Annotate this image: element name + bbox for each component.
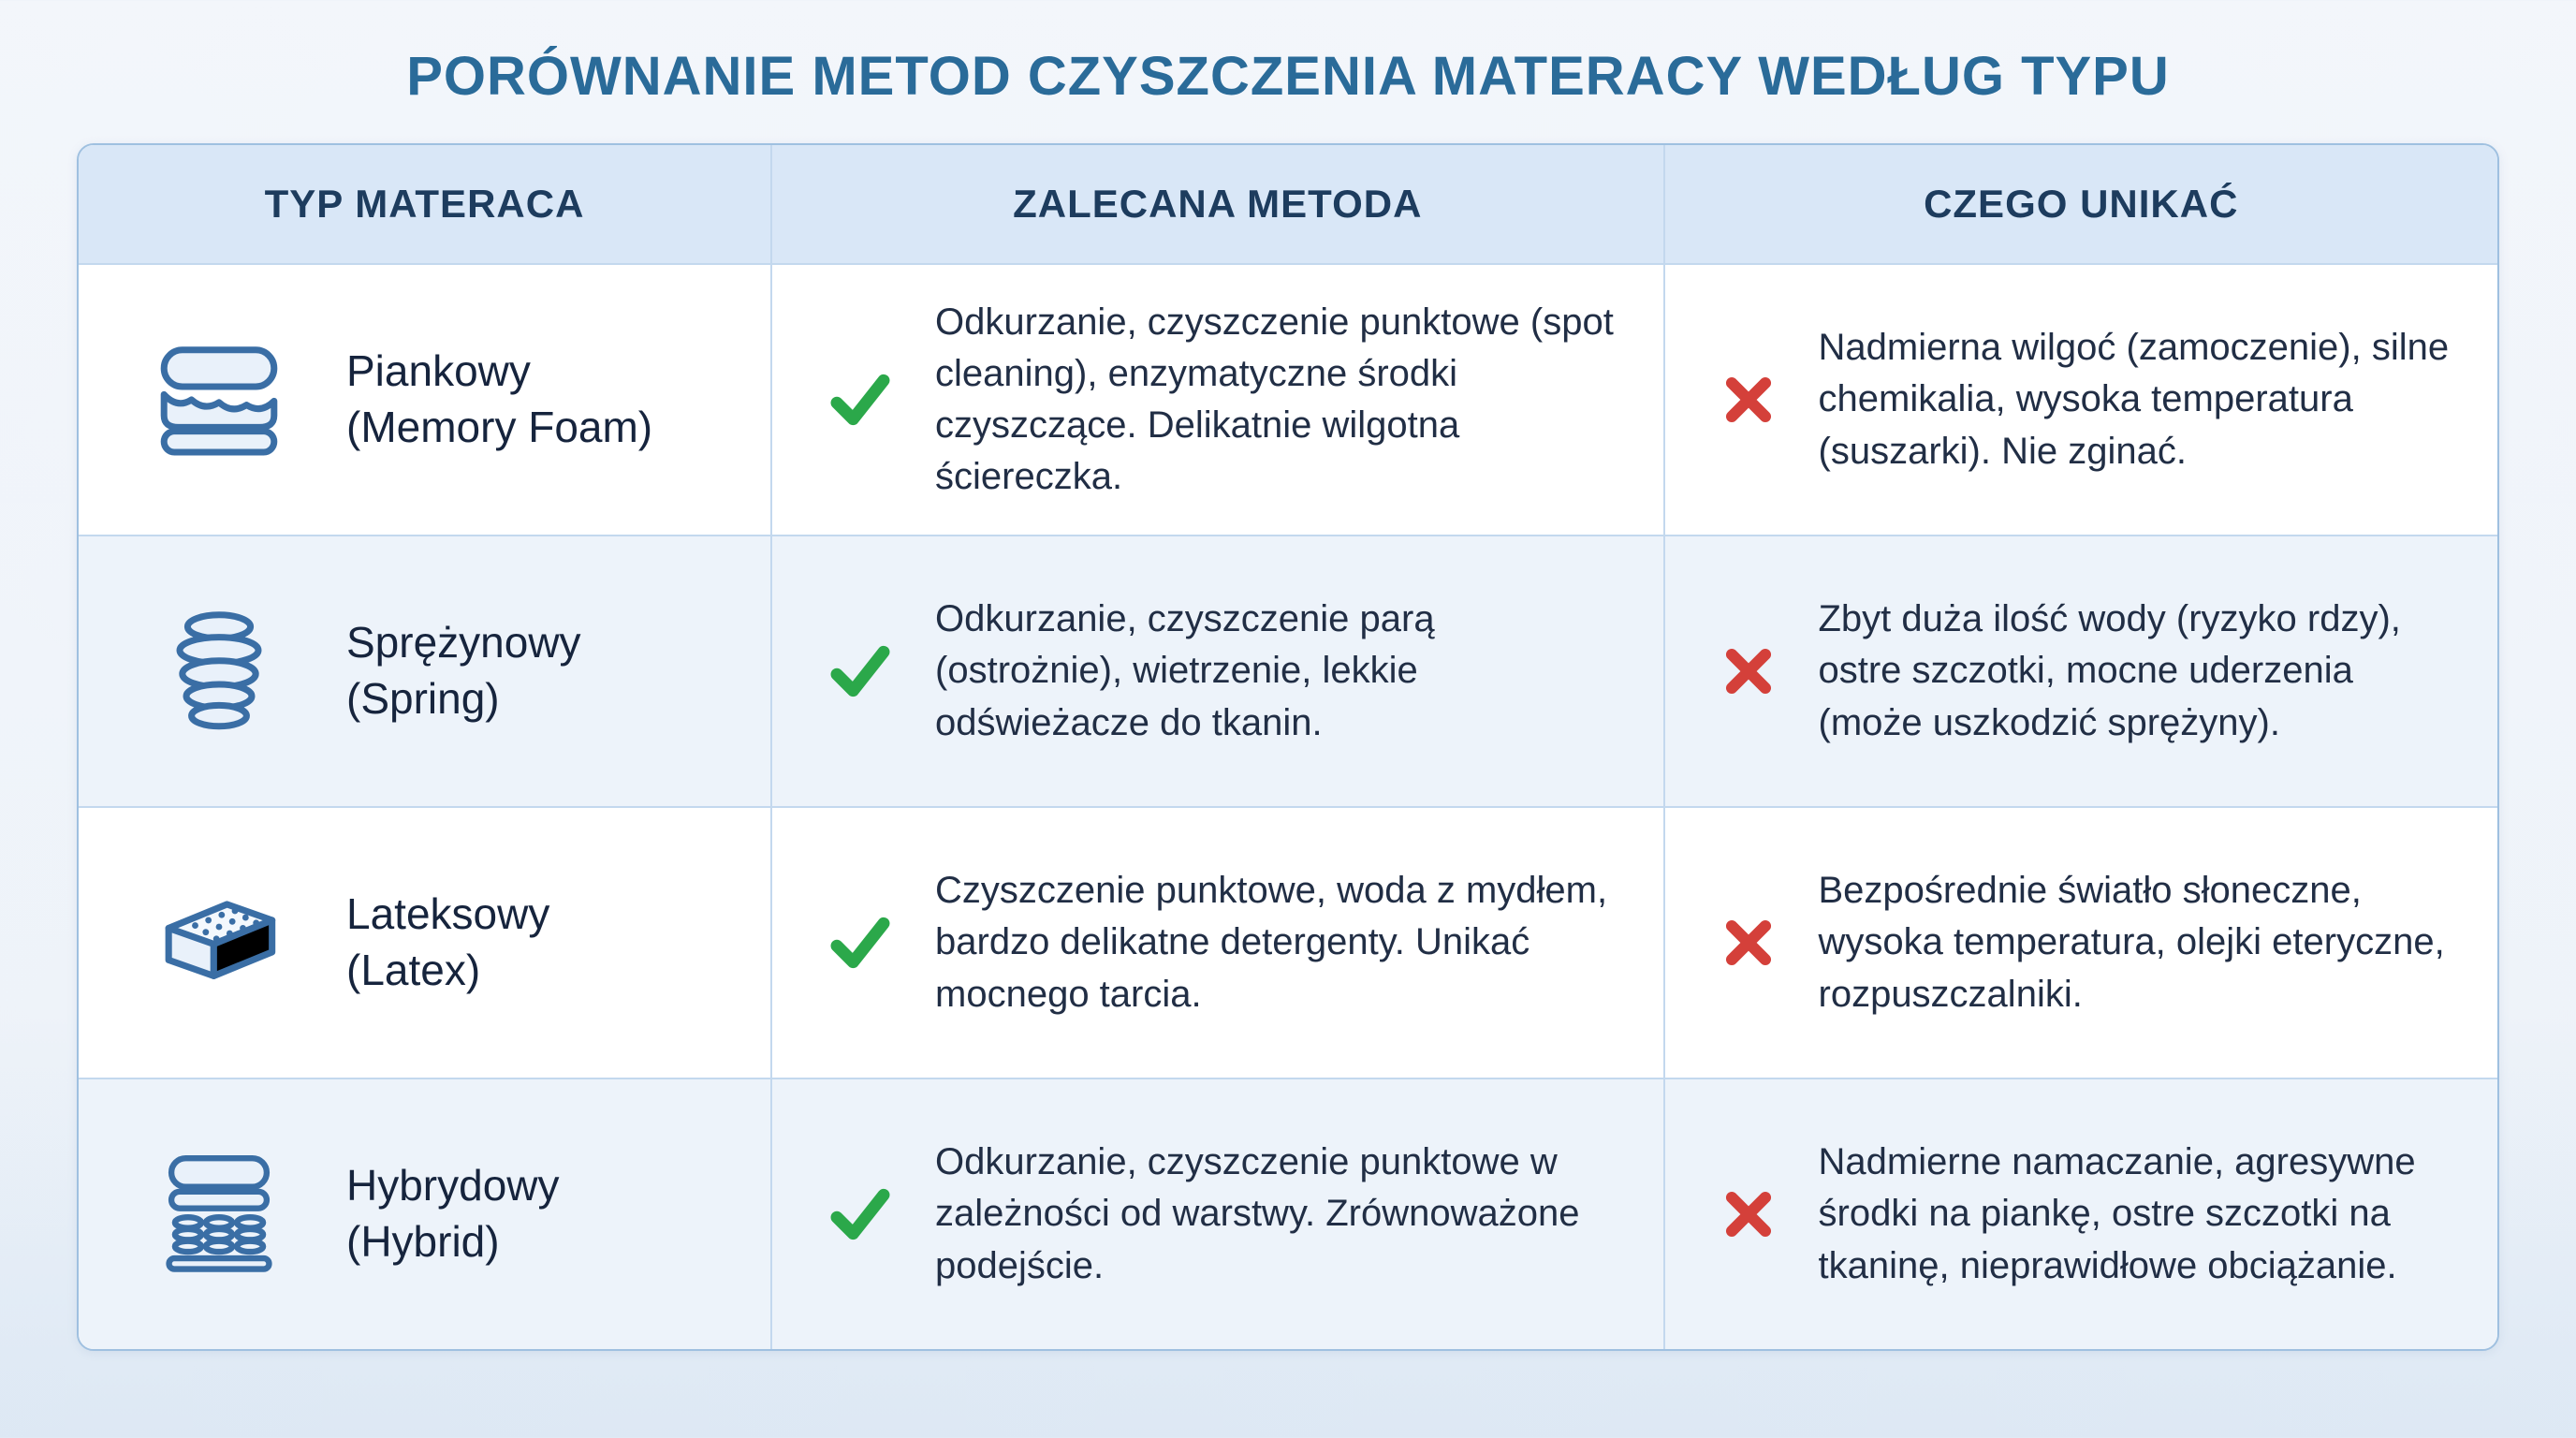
- check-icon: [825, 364, 896, 435]
- mattress-type-cell: [79, 1079, 770, 1349]
- avoid-text: Zbyt duża ilość wody (ryzyko rdzy), ostre szczotki, mocne uderzenia (może uszkodzić sprężyny).: [1818, 598, 2401, 743]
- mattress-type-name: Sprężynowy: [346, 618, 581, 668]
- spring-coil-icon: [135, 601, 303, 741]
- recommended-method-cell: [770, 265, 1662, 535]
- avoid-cell: [1663, 1079, 2497, 1349]
- avoid-cell: [1663, 808, 2497, 1078]
- table-row: [79, 1078, 2497, 1349]
- mattress-type-cell: [79, 808, 770, 1078]
- avoid-cell: [1663, 265, 2497, 535]
- avoid-text: Bezpośrednie światło słoneczne, wysoka temperatura, olejki eteryczne, rozpuszczalniki.: [1818, 870, 2445, 1015]
- avoid-text: Nadmierna wilgoć (zamoczenie), silne chemikalia, wysoka temperatura (suszarki). Nie zginać.: [1818, 327, 2450, 472]
- mattress-type-subtitle: (Memory Foam): [346, 403, 653, 451]
- recommended-method-text: Czyszczenie punktowe, woda z mydłem, bardzo delikatne detergenty. Unikać mocnego tarcia.: [935, 870, 1608, 1015]
- mattress-type-cell: [79, 536, 770, 806]
- recommended-method-cell: [770, 536, 1662, 806]
- x-icon: [1718, 369, 1779, 431]
- mattress-type-name: Hybrydowy: [346, 1161, 560, 1211]
- comparison-table: [77, 143, 2499, 1351]
- mattress-type-cell: [79, 265, 770, 535]
- avoid-cell: [1663, 536, 2497, 806]
- x-icon: [1718, 912, 1779, 974]
- hybrid-mattress-icon: [135, 1144, 303, 1284]
- table-row: [79, 535, 2497, 806]
- mattress-type-subtitle: (Hybrid): [346, 1217, 500, 1266]
- column-header-recommended-method: ZALECANA METODA: [770, 145, 1662, 263]
- mattress-type-subtitle: (Spring): [346, 674, 500, 723]
- x-icon: [1718, 1183, 1779, 1245]
- table-header-row: [79, 145, 2497, 263]
- column-header-what-to-avoid: CZEGO UNIKAĆ: [1663, 145, 2497, 263]
- mattress-type-name: Piankowy: [346, 346, 531, 396]
- page-title: PORÓWNANIE METOD CZYSZCZENIA MATERACY WEDŁUG TYPU: [406, 46, 2170, 107]
- column-header-mattress-type: TYP MATERACA: [264, 182, 585, 226]
- table-row: [79, 806, 2497, 1078]
- mattress-type-name: Lateksowy: [346, 889, 550, 939]
- check-icon: [825, 907, 896, 978]
- memory-foam-mattress-icon: [135, 330, 303, 470]
- recommended-method-cell: [770, 1079, 1662, 1349]
- recommended-method-text: Odkurzanie, czyszczenie punktowe w zależności od warstwy. Zrównoważone podejście.: [935, 1141, 1580, 1286]
- recommended-method-cell: [770, 808, 1662, 1078]
- avoid-text: Nadmierne namaczanie, agresywne środki na piankę, ostre szczotki na tkaninę, nieprawidłowe obciążanie.: [1818, 1141, 2416, 1286]
- check-icon: [825, 636, 896, 707]
- mattress-type-subtitle: (Latex): [346, 946, 481, 994]
- check-icon: [825, 1179, 896, 1250]
- x-icon: [1718, 640, 1779, 702]
- table-row: [79, 263, 2497, 535]
- latex-slab-icon: [135, 873, 303, 1013]
- recommended-method-text: Odkurzanie, czyszczenie parą (ostrożnie), wietrzenie, lekkie odświeżacze do tkanin.: [935, 598, 1435, 743]
- recommended-method-text: Odkurzanie, czyszczenie punktowe (spot cleaning), enzymatyczne środki czyszczące. Delikatnie wilgotna ściereczka.: [935, 301, 1614, 498]
